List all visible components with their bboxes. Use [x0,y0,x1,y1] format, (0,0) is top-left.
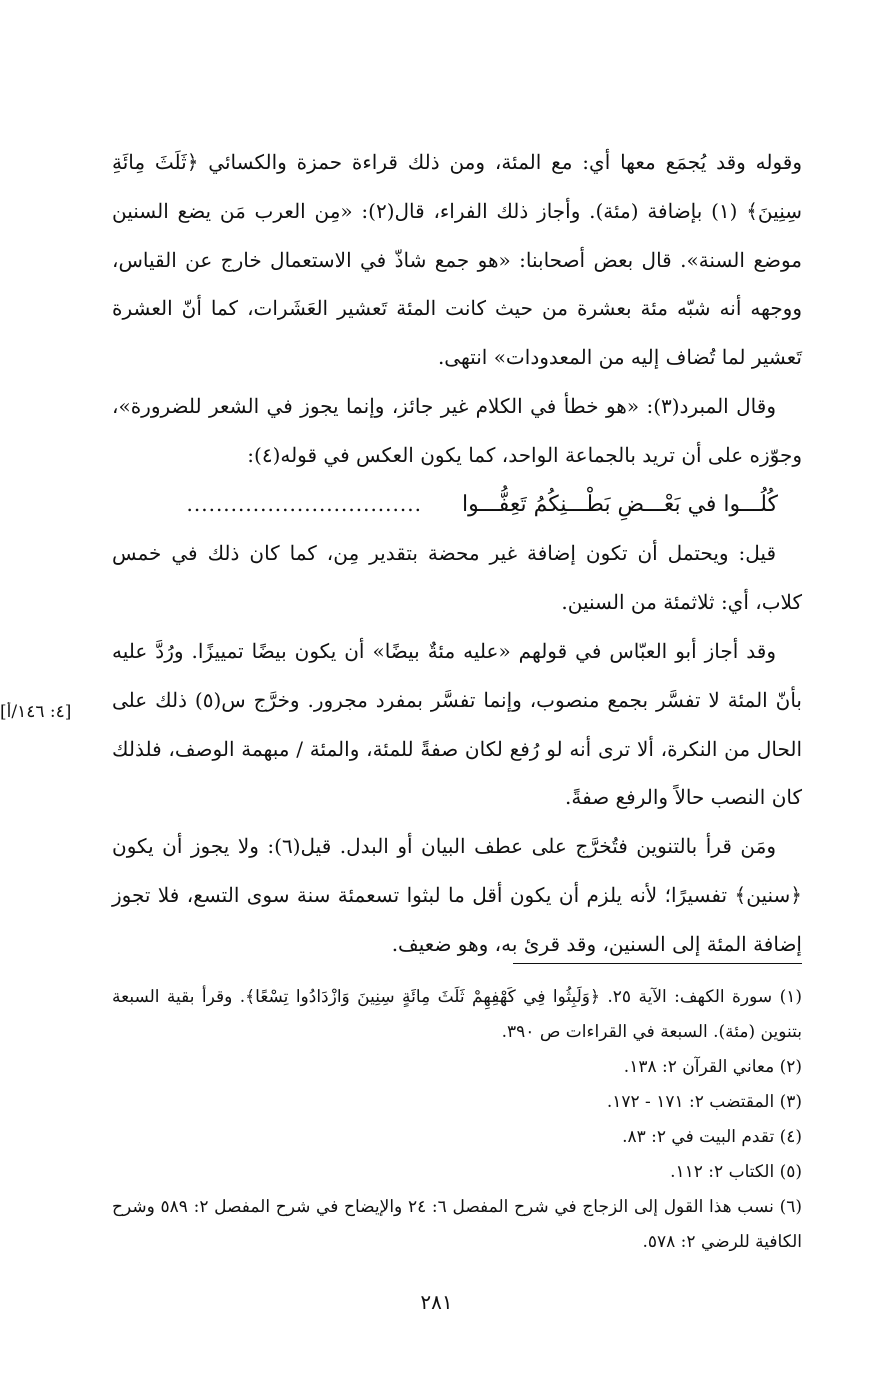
main-text [112,138,802,969]
footnote-2: (٢) معاني القرآن ٢: ١٣٨. [623,1057,802,1077]
footnote-6: (٦) نسب هذا القول إلى الزجاج في شرح المفصل ٦: ٢٤ والإيضاح في شرح المفصل ٢: ٥٨٩ وشرح الكافية للرضي ٢: ٥٧٨. [112,1197,802,1252]
paragraph-4: وقد أجاز أبو العبّاس في قولهم «عليه مئةٌ بيضًا» أن يكون بيضًا تمييزًا. ورُدَّ عليه بأنّ المئة لا تفسَّر بجمع منصوب، وإنما تفسَّر بمفرد مجرور. وخرَّج س(٥) ذلك على الحال من النكرة، ألا ترى أنه لو رُفع لكان صفةً للمئة، والمئة / مبهمة الوصف، فلذلك كان النصب حالاً والرفع صفةً. [112,638,802,810]
verse-hemistich: كُلُـــوا في بَعْـــضِ بَطْـــنِكُمُ تَعِفُّـــوا [461,491,778,517]
poetry-verse [112,480,802,530]
footnotes [112,980,802,1260]
paragraph-5: ومَن قرأ بالتنوين فتُخرَّج على عطف البيان أو البدل. قيل(٦): ولا يجوز أن يكون ﴿سنين﴾ تفسيرًا؛ لأنه يلزم أن يكون أقل ما لبثوا تسعمئة سنة سوى التسع، فلا تجوز إضافة المئة إلى السنين، وقد قرئ به، وهو ضعيف. [112,834,802,956]
footnote-1: (١) سورة الكهف: الآية ٢٥. ﴿وَلَبِثُوا فِي كَهْفِهِمْ ثَلَثَ مِائَةٍ سِنِينَ وَازْدَادُوا تِسْعًا﴾. وقرأ بقية السبعة بتنوين (مئة). السبعة في القراءات ص ٣٩٠. [112,987,802,1042]
manuscript-margin-reference: [٤: ١٤٦/أ] [0,702,72,722]
verse-ellipsis: ................................ [186,491,422,516]
paragraph-3: قيل: ويحتمل أن تكون إضافة غير محضة بتقدير مِن، كما كان ذلك في خمس كلاب، أي: ثلاثمئة من السنين. [112,541,802,615]
page-number: ٢٨١ [420,1290,453,1314]
footnote-separator [513,963,802,964]
paragraph-2: وقال المبرد(٣): «هو خطأ في الكلام غير جائز، وإنما يجوز في الشعر للضرورة»، وجوّزه على أن تريد بالجماعة الواحد، كما يكون العكس في قوله(٤): [112,393,802,467]
footnote-3: (٣) المقتضب ٢: ١٧١ - ١٧٢. [606,1092,802,1112]
footnote-4: (٤) تقدم البيت في ٢: ٨٣. [622,1127,802,1147]
footnote-5: (٥) الكتاب ٢: ١١٢. [670,1162,802,1182]
paragraph-1: وقوله وقد يُجمَع معها أي: مع المئة، ومن ذلك قراءة حمزة والكسائي ﴿ثَلَثَ مِائَةِ سِنِينَ﴾ (١) بإضافة (مئة). وأجاز ذلك الفراء، قال(٢): «مِن العرب مَن يضع السنين موضع السنة». قال بعض أصحابنا: «هو جمع شاذّ في الاستعمال خارج عن القياس، ووجهه أنه شبّه مئة بعشرة من حيث كانت المئة تَعشير العَشَرات، كما أنّ العشرة تَعشير لما تُضاف إليه من المعدودات» انتهى. [112,150,802,370]
